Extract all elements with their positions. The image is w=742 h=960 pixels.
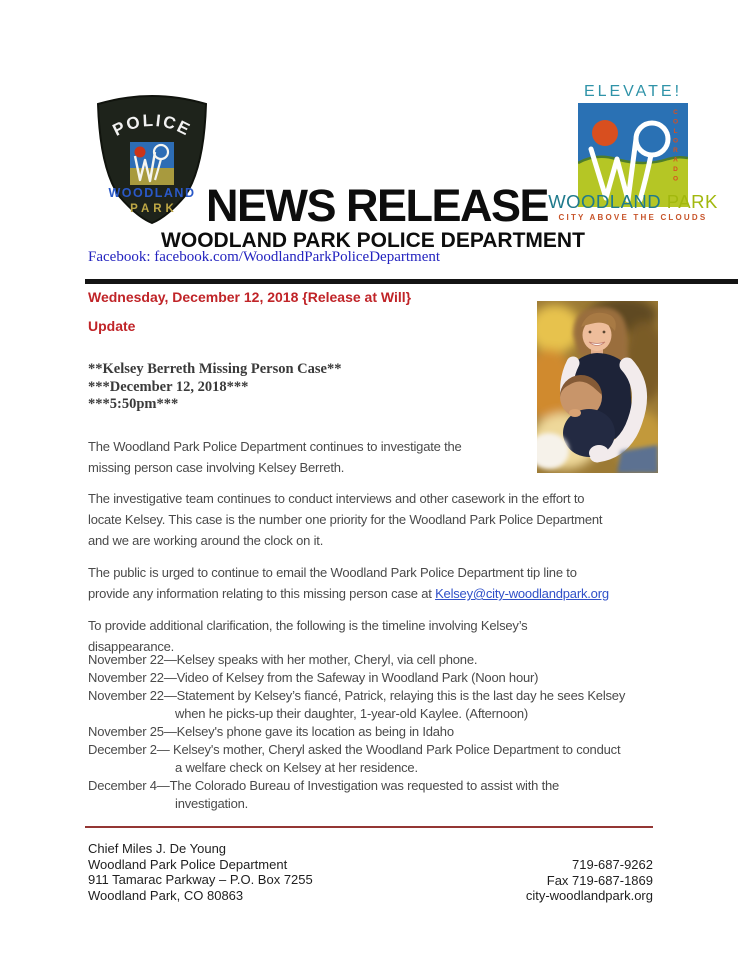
case-title: **Kelsey Berreth Missing Person Case** xyxy=(88,361,342,377)
badge-park-label: PARK xyxy=(130,203,178,215)
footer-divider xyxy=(85,826,653,828)
paragraph-investigation xyxy=(88,436,462,478)
police-shield-icon xyxy=(88,84,216,226)
city-logo-wordmark xyxy=(531,191,735,213)
timeline-entry: November 25—Kelsey's phone gave its location as being in Idaho xyxy=(88,724,454,739)
facebook-link-text: Facebook: facebook.com/WoodlandParkPoliceDepartment xyxy=(88,249,441,265)
city-tagline: CITY ABOVE THE CLOUDS xyxy=(558,213,708,222)
timeline-entry: December 4—The Colorado Bureau of Investigation was requested to assist with the xyxy=(88,778,560,793)
text-line: disappearance. xyxy=(88,639,175,654)
police-badge-logo xyxy=(88,84,216,226)
case-date: ***December 12, 2018*** xyxy=(88,378,249,395)
footer-fax: Fax 719-687-1869 xyxy=(546,872,653,888)
text-line: To provide additional clarification, the following is the timeline involving Kelsey’s xyxy=(88,618,528,633)
footer-website: city-woodlandpark.org xyxy=(525,888,653,903)
timeline-entry-continuation: when he picks-up their daughter, 1-year-old Kaylee. (Afternoon) xyxy=(175,706,529,721)
elevate-label: ELEVATE! xyxy=(583,83,683,100)
timeline-entry: November 22—Statement by Kelsey’s fiancé, Patrick, relaying this is the last day he sees Kelsey xyxy=(88,688,626,703)
footer-phone-block xyxy=(526,857,653,904)
footer-city-state-zip: Woodland Park, CO 80863 xyxy=(88,887,244,903)
paragraph-tipline xyxy=(88,562,609,604)
text-line: The Woodland Park Police Department continues to investigate the xyxy=(88,439,462,454)
text-span: provide any information relating to this missing person case at xyxy=(88,586,436,601)
timeline-entry-continuation: investigation. xyxy=(175,796,249,811)
tipline-email-link[interactable]: Kelsey@city-woodlandpark.org xyxy=(435,586,609,601)
update-label: Update xyxy=(88,318,136,334)
timeline-entry: November 22—Kelsey speaks with her mother, Cheryl, via cell phone. xyxy=(88,652,478,667)
footer-department: Woodland Park Police Department xyxy=(88,856,288,872)
footer-address: 911 Tamarac Parkway – P.O. Box 7255 xyxy=(88,872,313,887)
missing-person-photo xyxy=(537,301,658,473)
text-line: The investigative team continues to conduct interviews and other casework in the effort to xyxy=(88,491,585,506)
text-line: and we are working around the clock on it. xyxy=(88,533,324,548)
colorado-vertical-label: COLORADO xyxy=(672,109,679,185)
badge-woodland-label: WOODLAND xyxy=(108,186,196,200)
text-line: locate Kelsey. This case is the number one priority for the Woodland Park Police Department xyxy=(88,512,603,527)
footer-phone: 719-687-9262 xyxy=(572,857,653,872)
text-line xyxy=(88,583,609,604)
text-line: missing person case involving Kelsey Berreth. xyxy=(88,460,345,475)
release-dateline: Wednesday, December 12, 2018 {Release at Will} xyxy=(88,289,412,305)
timeline-entry-continuation: a welfare check on Kelsey at her residence. xyxy=(175,760,418,775)
department-subtitle: WOODLAND PARK POLICE DEPARTMENT xyxy=(161,229,585,252)
page-title: NEWS RELEASE xyxy=(206,180,549,231)
footer-chief-name: Chief Miles J. De Young xyxy=(88,841,227,856)
city-park-label: PARK xyxy=(666,191,718,212)
city-woodland-label: WOODLAND xyxy=(548,191,662,212)
photo-image xyxy=(537,301,658,473)
case-heading xyxy=(88,361,341,414)
text-line: The public is urged to continue to email the Woodland Park Police Department tip line to xyxy=(88,565,577,580)
footer-contact-block xyxy=(88,841,313,903)
timeline-entry: December 2— Kelsey's mother, Cheryl asked the Woodland Park Police Department to conduct xyxy=(88,742,621,757)
header-divider xyxy=(85,279,738,284)
case-time: ***5:50pm*** xyxy=(88,396,179,412)
city-logo xyxy=(545,83,721,228)
timeline xyxy=(88,651,625,813)
timeline-entry: November 22—Video of Kelsey from the Safeway in Woodland Park (Noon hour) xyxy=(88,670,539,685)
badge-police-label: POLICE xyxy=(109,110,195,140)
paragraph-priority xyxy=(88,488,602,551)
